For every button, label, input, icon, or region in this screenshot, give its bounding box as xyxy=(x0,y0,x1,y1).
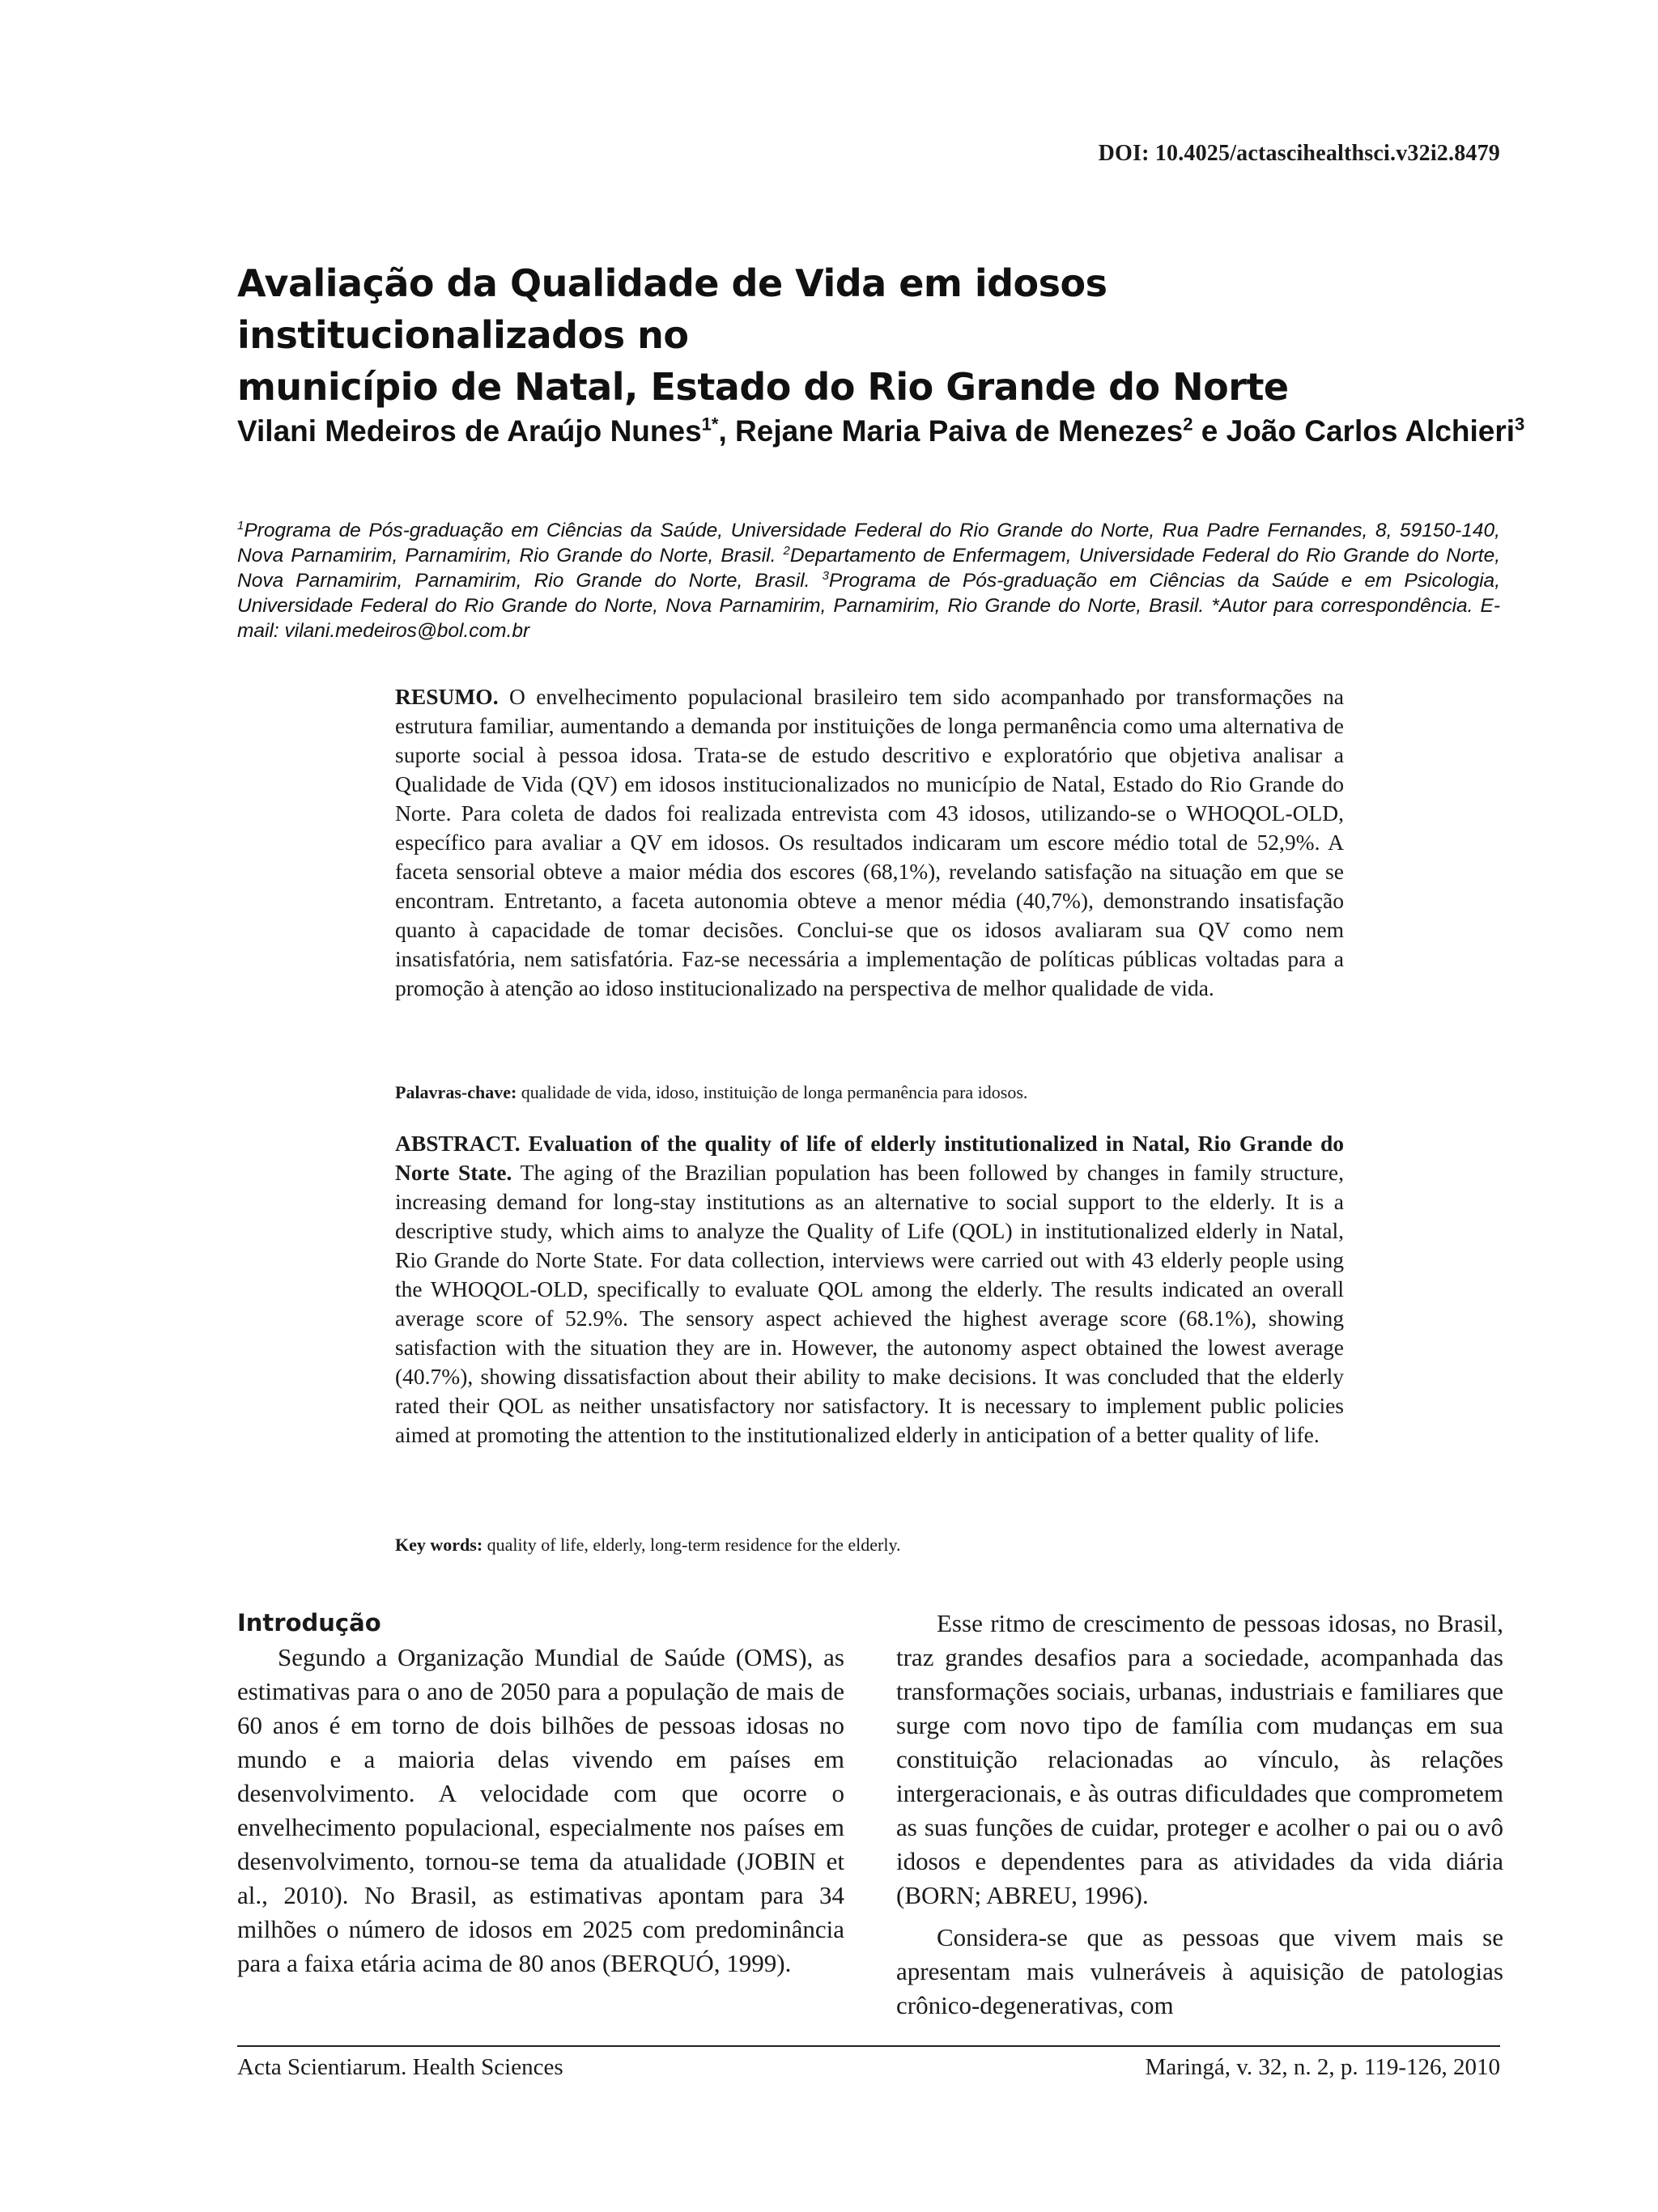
key-words xyxy=(395,1533,1344,1557)
key-words-text: quality of life, elderly, long-term residence for the elderly. xyxy=(483,1535,901,1555)
body-paragraph: Considera-se que as pessoas que vivem mais se apresentam mais vulneráveis à aquisição de patologias crônico-degenerativas, com xyxy=(896,1923,1503,2019)
article-title-line-2: município de Natal, Estado do Rio Grande do Norte xyxy=(237,365,1289,409)
author-name: Rejane Maria Paiva de Menezes xyxy=(735,414,1184,448)
author-list xyxy=(237,410,1549,452)
footer-citation: Maringá, v. 32, n. 2, p. 119-126, 2010 xyxy=(1145,2054,1500,2080)
abstract-text: The aging of the Brazilian population has been followed by changes in family structure, increasing demand for long-stay institutions as an alternative to social support to the elderly. It is a descriptive study, which aims to analyze the Quality of Life (QOL) in institutionalized elderly in Natal, Rio Grande do Norte State. For data collection, interviews were carried out with 43 elderly people using the WHOQOL-OLD, specifically to evaluate QOL among the elderly. The results indicated an overall average score of 52.9%. The sensory aspect achieved the highest average score (68.1%), showing satisfaction with the situation they are in. However, the autonomy aspect obtained the lowest average (40.7%), showing dissatisfaction about their ability to make decisions. It was concluded that the elderly rated their QOL as neither unsatisfactory nor satisfactory. It is necessary to implement public policies aimed at promoting the attention to the institutionalized elderly in anticipation of a better quality of life. xyxy=(395,1160,1344,1447)
author-separator: e xyxy=(1192,414,1226,448)
footer-journal: Acta Scientiarum. Health Sciences xyxy=(237,2054,563,2080)
key-words-label: Key words: xyxy=(395,1535,483,1555)
palavras-chave-label: Palavras-chave: xyxy=(395,1082,517,1102)
affiliations xyxy=(237,518,1500,643)
resumo-text: O envelhecimento populacional brasileiro tem sido acompanhado por transformações na estrutura familiar, aumentando a demanda por instituições de longa permanência como uma alternativa de suporte social à pessoa idosa. Trata-se de estudo descritivo e exploratório que objetiva analisar a Qualidade de Vida (QV) em idosos institucionalizados no município de Natal, Estado do Rio Grande do Norte. Para coleta de dados foi realizada entrevista com 43 idosos, utilizando-se o WHOQOL-OLD, específico para avaliar a QV em idosos. Os resultados indicaram um escore médio total de 52,9%. A faceta sensorial obteve a maior média dos escores (68,1%), revelando satisfação na situação em que se encontram. Entretanto, a faceta autonomia obteve a menor média (40,7%), demonstrando insatisfação quanto à capacidade de tomar decisões. Conclui-se que os idosos avaliaram sua QV como nem insatisfatória, nem satisfatória. Faz-se necessária a implementação de políticas públicas voltadas para a promoção à atenção ao idoso institucionalizado na perspectiva de melhor qualidade de vida. xyxy=(395,684,1344,1000)
affiliation-text: Programa de Pós-graduação em Ciências da Saúde, Universidade Federal do Rio Grande do Norte, Rua Padre Fernandes, 8, 59150-140, Nova Parnamirim, Parnamirim, Rio Grande do Norte, Brasil. xyxy=(237,520,1500,567)
abstract-label: ABSTRACT. Evaluation of the quality of life of elderly institutionalized in Natal, Rio Grande do Norte State. xyxy=(395,1131,1344,1185)
body-column-right xyxy=(896,1607,1503,2023)
author-affiliation-mark: 2 xyxy=(1183,414,1193,435)
abstract xyxy=(395,1129,1344,1450)
author-name: João Carlos Alchieri xyxy=(1226,414,1516,448)
affiliation-mark: 3 xyxy=(822,568,829,583)
author-separator: , xyxy=(718,414,736,448)
author-affiliation-mark: 1* xyxy=(701,414,719,435)
affiliation-text: Programa de Pós-graduação em Ciências da Saúde e em Psicologia, Universidade Federal do Rio Grande do Norte, Nova Parnamirim, Parnamirim, Rio Grande do Norte, Brasil. *Autor para correspondência. E-mail: vilani.medeiros@bol.com.br xyxy=(237,570,1500,642)
article-title-line-1: Avaliação da Qualidade de Vida em idosos institucionalizados no xyxy=(237,261,1107,357)
section-heading-introducao: Introdução xyxy=(237,1609,381,1637)
author-affiliation-mark: 3 xyxy=(1515,414,1525,435)
resumo xyxy=(395,682,1344,1003)
palavras-chave xyxy=(395,1081,1344,1105)
body-paragraph: Segundo a Organização Mundial de Saúde (OMS), as estimativas para o ano de 2050 para a população de mais de 60 anos é em torno de dois bilhões de pessoas idosas no mundo e a maioria delas vivendo em países em desenvolvimento. A velocidade com que ocorre o envelhecimento populacional, especialmente nos países em desenvolvimento, tornou-se tema da atualidade (JOBIN et al., 2010). No Brasil, as estimativas apontam para 34 milhões o número de idosos em 2025 com predominância para a faixa etária acima de 80 anos (BERQUÓ, 1999). xyxy=(237,1643,844,1977)
resumo-label: RESUMO. xyxy=(395,684,499,709)
footer-rule xyxy=(237,2045,1500,2047)
body-paragraph: Esse ritmo de crescimento de pessoas idosas, no Brasil, traz grandes desafios para a sociedade, acompanhada das transformações sociais, urbanas, industriais e familiares que surge com novo tipo de família com mudanças em sua constituição relacionadas ao vínculo, às relações intergeracionais, e às outras dificuldades que comprometem as suas funções de cuidar, proteger e acolher o pai ou o avô idosos e dependentes para as atividades da vida diária (BORN; ABREU, 1996). xyxy=(896,1609,1503,1909)
doi: DOI: 10.4025/actascihealthsci.v32i2.8479 xyxy=(1098,141,1500,166)
author-name: Vilani Medeiros de Araújo Nunes xyxy=(237,414,702,448)
affiliation-mark: 1 xyxy=(237,518,244,533)
affiliation-text: Departamento de Enfermagem, Universidade Federal do Rio Grande do Norte, Nova Parnamirim, Parnamirim, Rio Grande do Norte, Brasil. xyxy=(237,545,1501,592)
palavras-chave-text: qualidade de vida, idoso, instituição de longa permanência para idosos. xyxy=(517,1082,1028,1102)
article-title xyxy=(237,257,1500,413)
affiliation-mark: 2 xyxy=(783,543,790,558)
body-column-left xyxy=(237,1607,844,1981)
